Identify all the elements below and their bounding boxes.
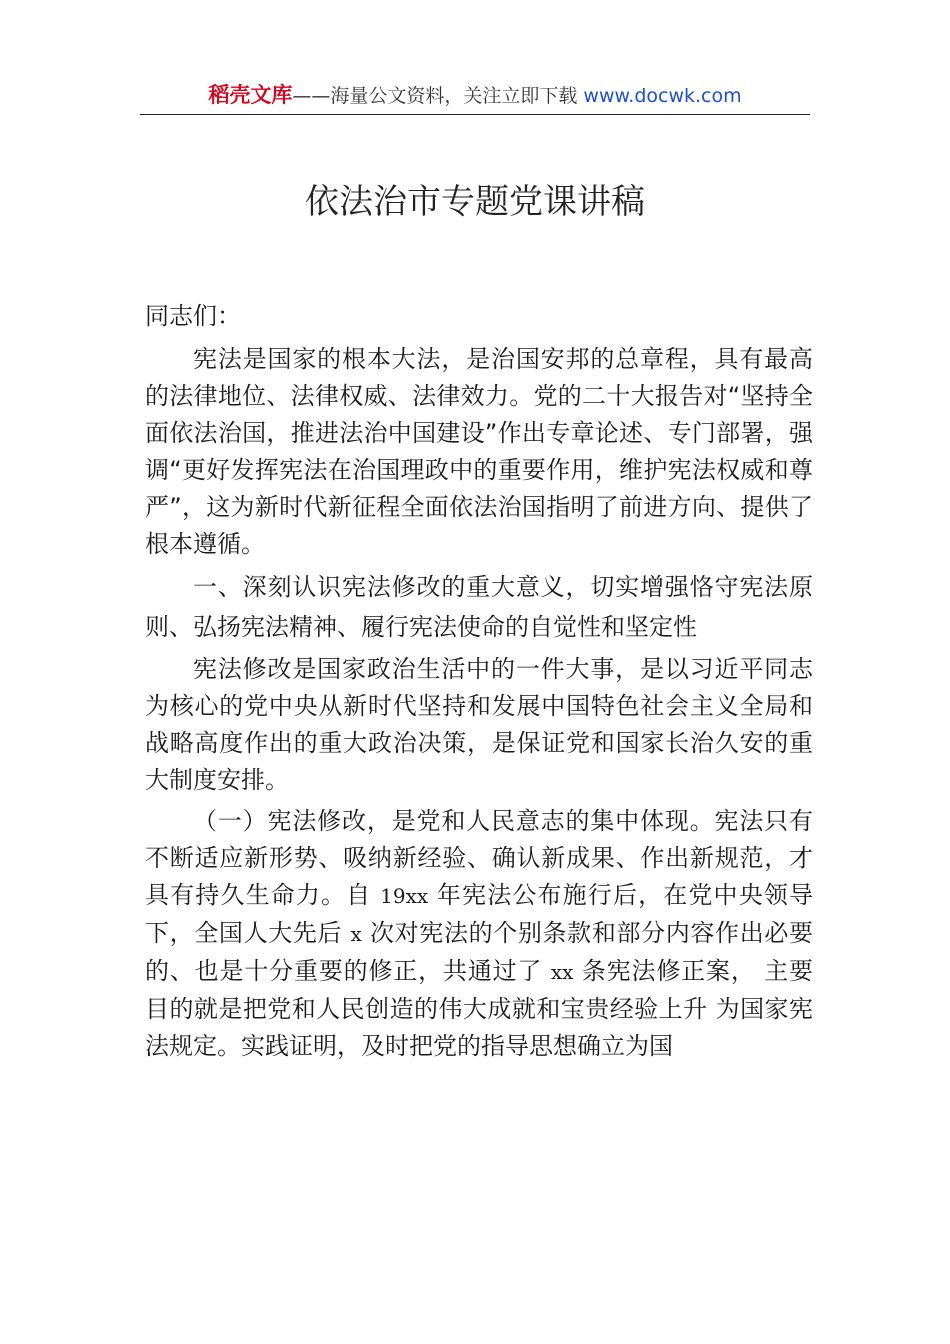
- subsection-text-part1: （一）宪法修改，是党和人民意志的集中体现。宪法只有不断适应新形势、吸纳新经验、确认新成果、作出新规范，才具有持久生命力。自: [145, 807, 813, 909]
- year-value: 19xx: [380, 884, 429, 908]
- count-value: xx: [550, 960, 574, 984]
- paragraph-subsection-1: [145, 803, 813, 1065]
- times-value: x: [350, 922, 362, 946]
- document-title: 依法治市专题党课讲稿: [305, 182, 645, 222]
- brand-name: 稻壳文库: [208, 83, 293, 107]
- subsection-text-part4: 条宪法修正案， 主要目的就是把党和人民创造的伟大成就和宝贵经验上升 为国家宪法规定。实践证明，及时把党的指导思想确立为国: [145, 957, 813, 1060]
- subsection-text-part2: 年宪法公布施行后，在党中央领导下，全国人大先后: [145, 881, 813, 947]
- document-header: [140, 80, 810, 114]
- subsection-text-part3: 次对宪法的个别条款和部分内容作出必要的、也是十分重要的修正，共通过了: [145, 919, 813, 985]
- header-url[interactable]: www.docwk.com: [583, 85, 742, 107]
- header-slogan: ——海量公文资料，关注立即下载: [292, 85, 578, 107]
- greeting: 同志们：: [145, 302, 241, 330]
- section-heading-1: 一、深刻认识宪法修改的重大意义，切实增强恪守宪法原则、弘扬宪法精神、履行宪法使命的自觉性和坚定性: [145, 573, 813, 641]
- paragraph-intro: 宪法是国家的根本大法，是治国安邦的总章程，具有最高的法律地位、法律权威、法律效力。党的二十大报告对“坚持全面依法治国，推进法治中国建设”作出专章论述、专门部署，强调“更好发挥宪法在治国理政中的重要作用，维护宪法权威和尊严”，这为新时代新征程全面依法治国指明了前进方向、提供了根本遵循。: [145, 345, 813, 558]
- document-body: [145, 298, 813, 1065]
- paragraph-constitution-amendment: 宪法修改是国家政治生活中的一件大事，是以习近平同志为核心的党中央从新时代坚持和发展中国特色社会主义全局和战略高度作出的重大政治决策，是保证党和国家长治久安的重大制度安排。: [145, 655, 813, 794]
- header-divider: [140, 114, 810, 115]
